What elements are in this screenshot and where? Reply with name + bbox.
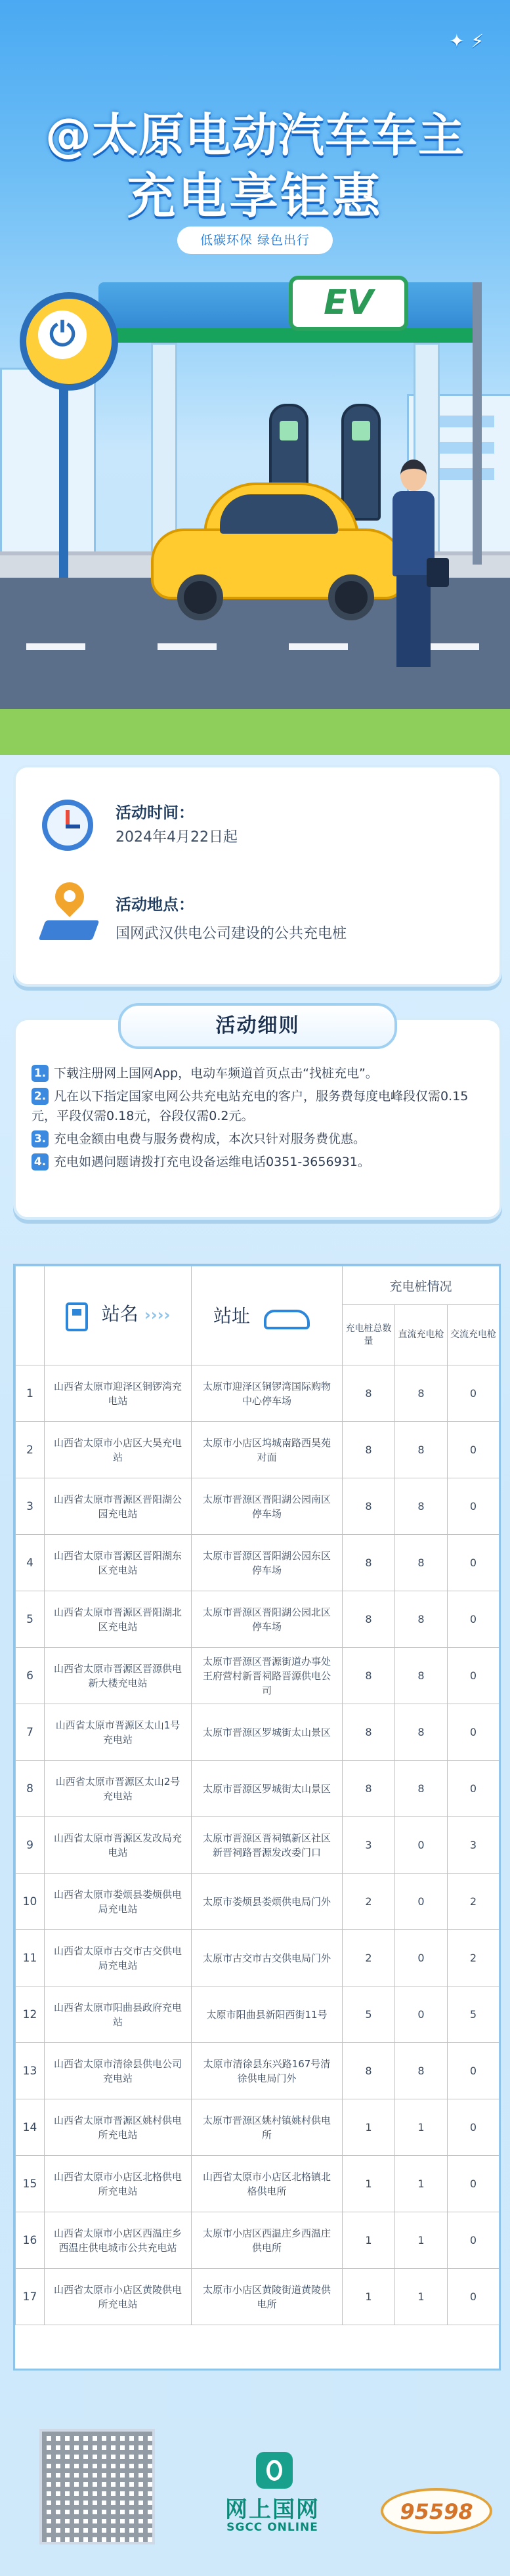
row-index: 7 <box>16 1704 45 1761</box>
station-address: 太原市晋源区罗城街太山景区 <box>192 1704 343 1761</box>
station-address: 太原市迎泽区铜锣湾国际购物中心停车场 <box>192 1365 343 1422</box>
station-name: 山西省太原市晋源区晋阳湖北区充电站 <box>45 1591 192 1648</box>
building <box>0 368 96 569</box>
pile-total: 8 <box>343 1478 395 1535</box>
pile-total: 1 <box>343 2212 395 2269</box>
dc-count: 1 <box>395 2156 448 2212</box>
table-row <box>16 1704 499 1761</box>
row-index: 13 <box>16 2043 45 2099</box>
station-name: 山西省太原市古交市古交供电局充电站 <box>45 1930 192 1986</box>
chevron-right-icon: ›››› <box>144 1305 171 1324</box>
col-header-dc: 直流充电枪 <box>395 1305 448 1365</box>
table-row <box>16 1648 499 1704</box>
row-index: 12 <box>16 1986 45 2043</box>
dc-count: 8 <box>395 1422 448 1478</box>
ac-count: 2 <box>448 1874 499 1930</box>
station-address: 太原市晋源区晋阳湖公园东区停车场 <box>192 1535 343 1591</box>
station-address: 太原市娄烦县娄烦供电局门外 <box>192 1874 343 1930</box>
table-row <box>16 1535 499 1591</box>
station-name: 山西省太原市晋源区晋源供电新大楼充电站 <box>45 1648 192 1704</box>
table-row <box>16 1986 499 2043</box>
pile-total: 2 <box>343 1930 395 1986</box>
pile-total: 2 <box>343 1874 395 1930</box>
clock-icon <box>37 794 100 857</box>
station-name: 山西省太原市迎泽区铜锣湾充电站 <box>45 1365 192 1422</box>
rule-item: 4. 充电如遇问题请拨打充电设备运维电话0351-3656931。 <box>32 1152 484 1172</box>
station-address: 太原市晋源区姚村镇姚村供电所 <box>192 2099 343 2156</box>
station-address: 太原市小店区坞城南路西昊苑对面 <box>192 1422 343 1478</box>
pile-total: 8 <box>343 1535 395 1591</box>
dc-count: 8 <box>395 2043 448 2099</box>
dc-count: 1 <box>395 2099 448 2156</box>
ac-count: 0 <box>448 1761 499 1817</box>
ac-count: 0 <box>448 1422 499 1478</box>
plug-sign-icon: ⏻ <box>20 292 118 391</box>
ac-count: 0 <box>448 1478 499 1535</box>
time-value: 2024年4月22日起 <box>116 829 238 846</box>
row-index: 17 <box>16 2269 45 2325</box>
pile-total: 3 <box>343 1817 395 1874</box>
dc-count: 8 <box>395 1478 448 1535</box>
table-row <box>16 1761 499 1817</box>
row-index: 16 <box>16 2212 45 2269</box>
dc-count: 8 <box>395 1365 448 1422</box>
ev-sign: EV <box>289 276 408 331</box>
col-header-total: 充电桩总数量 <box>343 1305 395 1365</box>
ac-count: 0 <box>448 2156 499 2212</box>
ac-count: 3 <box>448 1817 499 1874</box>
row-index: 2 <box>16 1422 45 1478</box>
brand-logo-corner: ✦ ⚡ <box>449 30 484 52</box>
table-row <box>16 1422 499 1478</box>
yellow-car-illustration <box>151 483 400 614</box>
dc-count: 0 <box>395 1817 448 1874</box>
pile-total: 8 <box>343 1761 395 1817</box>
place-label: 活动地点： <box>116 895 194 914</box>
rule-number-badge: 2. <box>32 1088 49 1105</box>
pile-total: 8 <box>343 1704 395 1761</box>
dc-count: 8 <box>395 1591 448 1648</box>
sgcc-app-icon <box>256 2452 293 2489</box>
dc-count: 0 <box>395 1874 448 1930</box>
ac-count: 0 <box>448 2212 499 2269</box>
ac-count: 0 <box>448 1365 499 1422</box>
station-name: 山西省太原市晋源区太山2号充电站 <box>45 1761 192 1817</box>
ac-count: 2 <box>448 1930 499 1986</box>
ac-count: 0 <box>448 2043 499 2099</box>
row-index: 4 <box>16 1535 45 1591</box>
ac-count: 0 <box>448 2099 499 2156</box>
table-row <box>16 2269 499 2325</box>
location-pin-icon <box>37 880 100 943</box>
place-value: 国网武汉供电公司建设的公共充电桩 <box>116 926 347 942</box>
station-name: 山西省太原市小店区黄陵供电所充电站 <box>45 2269 192 2325</box>
rules-title: 活动细则 <box>118 1003 397 1049</box>
col-header-ac: 交流充电枪 <box>448 1305 499 1365</box>
station-address: 太原市晋源区晋祠镇新区社区新晋祠路晋源发改委门口 <box>192 1817 343 1874</box>
station-address: 太原市古交市古交供电局门外 <box>192 1930 343 1986</box>
rule-number-badge: 1. <box>32 1065 49 1082</box>
station-name: 山西省太原市晋源区姚村供电所充电站 <box>45 2099 192 2156</box>
pile-total: 8 <box>343 1591 395 1648</box>
rule-item: 1. 下载注册网上国网App，电动车频道首页点击“找桩充电”。 <box>32 1063 484 1083</box>
rule-number-badge: 3. <box>32 1130 49 1148</box>
dc-count: 8 <box>395 1648 448 1704</box>
page-title-line1: @太原电动汽车车主 <box>45 108 465 162</box>
table-row <box>16 1874 499 1930</box>
station-name: 山西省太原市清徐县供电公司充电站 <box>45 2043 192 2099</box>
rule-number-badge: 4. <box>32 1153 49 1170</box>
dc-count: 8 <box>395 1704 448 1761</box>
station-name: 山西省太原市小店区北格供电所充电站 <box>45 2156 192 2212</box>
station-address: 太原市小店区西温庄乡西温庄供电所 <box>192 2212 343 2269</box>
rule-item: 3. 充电金额由电费与服务费构成，本次只针对服务费优惠。 <box>32 1129 484 1149</box>
col-header-name: 站名 ›››› <box>45 1266 192 1365</box>
pile-total: 8 <box>343 1422 395 1478</box>
station-address: 太原市小店区黄陵街道黄陵供电所 <box>192 2269 343 2325</box>
car-icon <box>264 1310 310 1329</box>
time-label: 活动时间： <box>116 804 194 822</box>
dc-count: 0 <box>395 1930 448 1986</box>
station-address: 太原市晋源区罗城街太山景区 <box>192 1761 343 1817</box>
row-index: 5 <box>16 1591 45 1648</box>
pile-total: 1 <box>343 2156 395 2212</box>
station-address: 太原市晋源区晋阳湖公园北区停车场 <box>192 1591 343 1648</box>
ac-count: 0 <box>448 1591 499 1648</box>
ac-count: 0 <box>448 1535 499 1591</box>
col-header-address: 站址 <box>192 1266 343 1365</box>
rule-item: 2. 凡在以下指定国家电网公共充电站充电的客户，服务费每度电峰段仅需0.15元，平段仅需0.18元，谷段仅需0.2元。 <box>32 1089 469 1123</box>
table-row <box>16 2156 499 2212</box>
dc-count: 0 <box>395 1986 448 2043</box>
hero-banner <box>0 0 510 755</box>
station-address: 太原市清徐县东兴路167号清徐供电局门外 <box>192 2043 343 2099</box>
station-address: 太原市晋源区晋阳湖公园南区停车场 <box>192 1478 343 1535</box>
ac-count: 0 <box>448 2269 499 2325</box>
charging-pile-icon <box>66 1302 88 1331</box>
ac-count: 0 <box>448 1648 499 1704</box>
ac-count: 5 <box>448 1986 499 2043</box>
table-row <box>16 1591 499 1648</box>
table-row <box>16 1930 499 1986</box>
station-name: 山西省太原市娄烦县娄烦供电局充电站 <box>45 1874 192 1930</box>
table-row <box>16 2099 499 2156</box>
table-row <box>16 1365 499 1422</box>
row-index: 8 <box>16 1761 45 1817</box>
ac-count: 0 <box>448 1704 499 1761</box>
pile-total: 8 <box>343 2043 395 2099</box>
row-index: 11 <box>16 1930 45 1986</box>
station-name: 山西省太原市阳曲县政府充电站 <box>45 1986 192 2043</box>
page-title-line2: 充电享钜惠 <box>127 168 383 225</box>
station-address: 太原市晋源区晋源街道办事处王府营村新晋祠路晋源供电公司 <box>192 1648 343 1704</box>
station-name: 山西省太原市晋源区太山1号充电站 <box>45 1704 192 1761</box>
station-address: 山西省太原市小店区北格镇北格供电所 <box>192 2156 343 2212</box>
slogan-pill: 低碳环保 绿色出行 <box>177 226 333 254</box>
row-index: 1 <box>16 1365 45 1422</box>
pile-total: 5 <box>343 1986 395 2043</box>
station-name: 山西省太原市小店区大昊充电站 <box>45 1422 192 1478</box>
table-row <box>16 1478 499 1535</box>
hotline-logo: 95598 <box>381 2488 492 2534</box>
row-index: 9 <box>16 1817 45 1874</box>
col-header-group: 充电桩情况 <box>343 1266 499 1305</box>
row-index: 6 <box>16 1648 45 1704</box>
table-row <box>16 2043 499 2099</box>
dc-count: 8 <box>395 1535 448 1591</box>
canopy-stripe <box>98 328 479 343</box>
app-subtitle: SGCC ONLINE <box>226 2521 318 2534</box>
pile-total: 1 <box>343 2099 395 2156</box>
station-name: 山西省太原市小店区西温庄乡西温庄供电城市公共充电站 <box>45 2212 192 2269</box>
dc-count: 1 <box>395 2269 448 2325</box>
pile-total: 8 <box>343 1648 395 1704</box>
dc-count: 1 <box>395 2212 448 2269</box>
station-name: 山西省太原市晋源区晋阳湖东区充电站 <box>45 1535 192 1591</box>
station-name: 山西省太原市晋源区发改局充电站 <box>45 1817 192 1874</box>
pile-total: 1 <box>343 2269 395 2325</box>
grass <box>0 709 510 755</box>
station-name: 山西省太原市晋源区晋阳湖公园充电站 <box>45 1478 192 1535</box>
row-index: 15 <box>16 2156 45 2212</box>
street-lamp <box>473 282 482 565</box>
row-index: 3 <box>16 1478 45 1535</box>
app-name: 网上国网 <box>225 2497 320 2523</box>
table-row <box>16 1817 499 1874</box>
row-index: 10 <box>16 1874 45 1930</box>
businessman-illustration <box>387 460 440 670</box>
dc-count: 8 <box>395 1761 448 1817</box>
row-index: 14 <box>16 2099 45 2156</box>
pile-total: 8 <box>343 1365 395 1422</box>
station-address: 太原市阳曲县新阳西街11号 <box>192 1986 343 2043</box>
table-row <box>16 2212 499 2269</box>
charging-station-table <box>13 1264 501 2371</box>
